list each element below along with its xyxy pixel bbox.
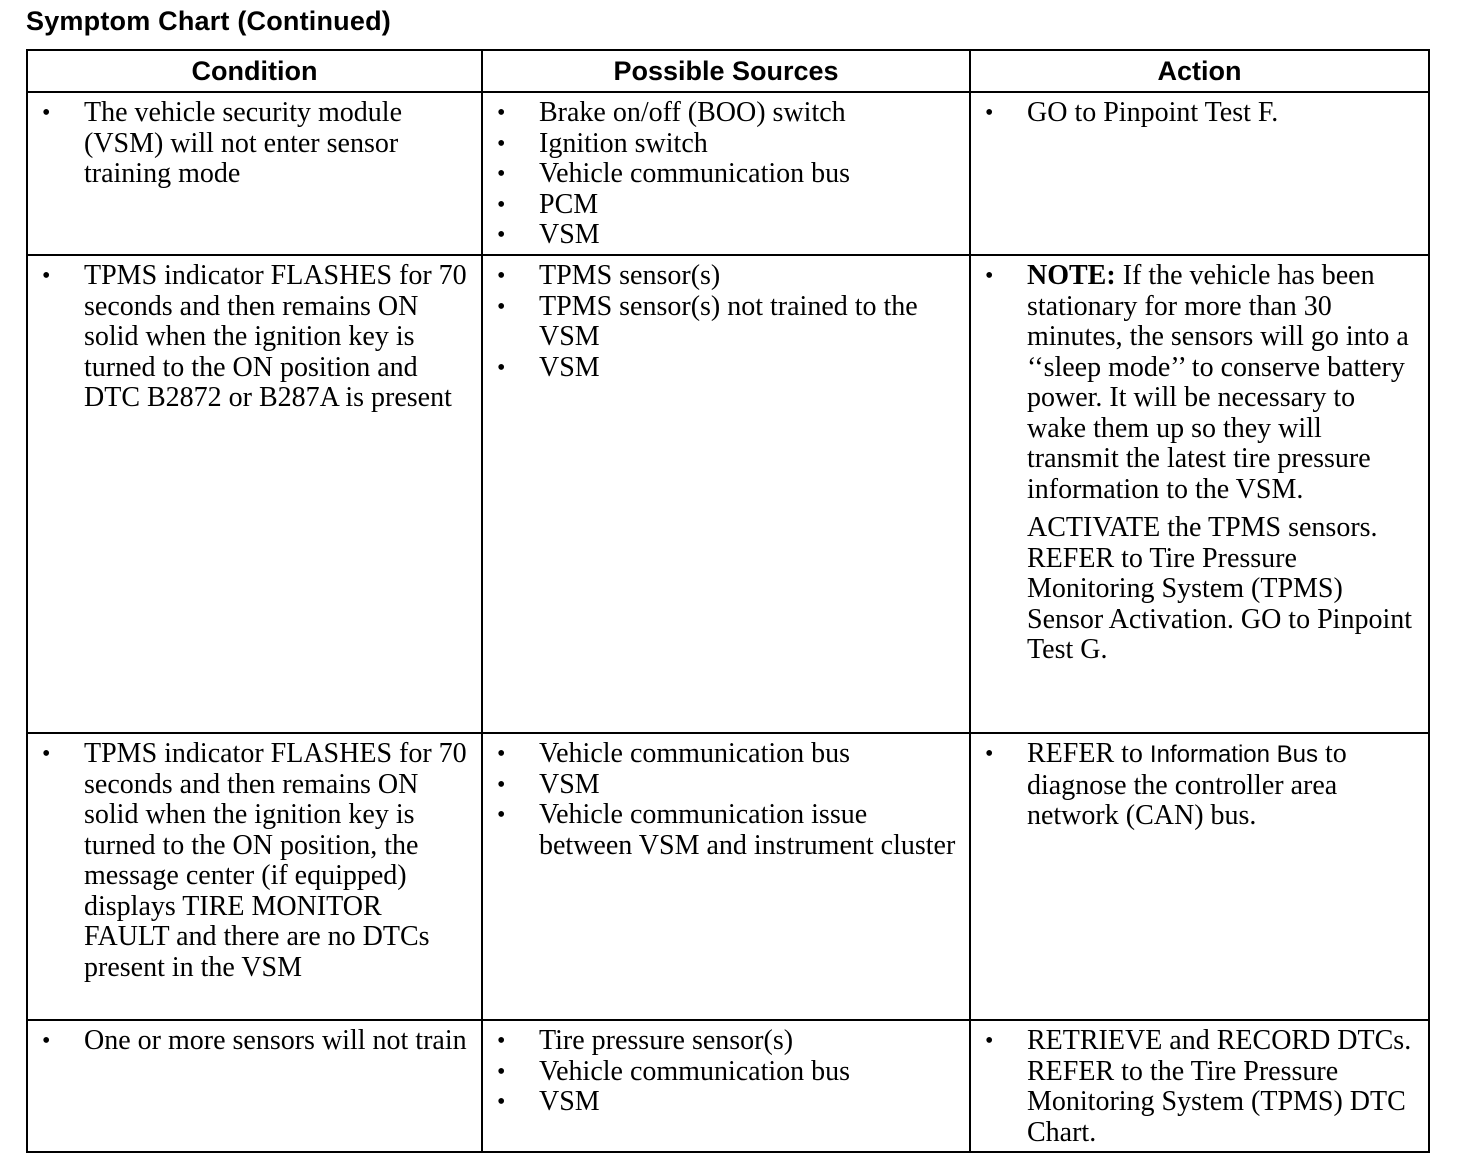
bullet-icon: • <box>497 222 506 248</box>
bullet-icon: • <box>497 354 506 381</box>
list-item: • GO to Pinpoint Test F. <box>985 97 1279 128</box>
list-item: • RETRIEVE and RECORD DTCs. REFER to the Tire Pressure Monitoring System (TPMS) DTC Chart. <box>985 1025 1412 1148</box>
table-row <box>27 255 1429 733</box>
header-action: Action <box>970 50 1429 92</box>
list-item: • VSM <box>497 768 600 800</box>
list-item: • REFER to Information Bus to diagnose the controller area network (CAN) bus. <box>985 738 1347 831</box>
list-item: • Vehicle communication bus <box>497 1055 851 1087</box>
condition-cell <box>27 1020 482 1152</box>
symptom-chart-table <box>26 49 1430 1153</box>
sources-cell <box>482 733 970 1020</box>
list-item: • VSM <box>497 1086 600 1117</box>
sources-cell <box>482 1020 970 1152</box>
condition-cell <box>27 92 482 255</box>
list-item: • TPMS indicator FLASHES for 70 seconds and then remains ON solid when the ignition key is turned to the ON position, the message center (if equipped) displays TIRE MONITOR FAULT and there are no DTCs present in the VSM <box>42 738 467 983</box>
bullet-icon: • <box>497 741 506 767</box>
information-bus-link[interactable]: Information Bus <box>1149 741 1319 768</box>
table-row <box>27 92 1429 255</box>
condition-cell <box>27 733 482 1020</box>
bullet-icon: • <box>985 263 994 289</box>
action-cell <box>970 92 1429 255</box>
bullet-icon: • <box>985 100 994 126</box>
list-item: • PCM <box>497 188 599 220</box>
action-paragraph: ACTIVATE the TPMS sensors. REFER to Tire Pressure Monitoring System (TPMS) Sensor Activation. GO to Pinpoint Test G. <box>1027 512 1412 665</box>
list-item: • Ignition switch <box>497 127 708 159</box>
bullet-icon: • <box>497 1089 506 1115</box>
bullet-icon: • <box>497 130 506 157</box>
note-paragraph: NOTE: If the vehicle has been stationary for more than 30 minutes, the sensors will go into a ‘‘sleep mode’’ to conserve battery power. It will be necessary to wake them up so they will transmit the latest tire pressure information to the VSM. <box>1027 260 1409 505</box>
bullet-icon: • <box>497 100 506 126</box>
list-item: • One or more sensors will not train <box>42 1025 467 1056</box>
list-item: • Tire pressure sensor(s) <box>497 1025 794 1056</box>
bullet-icon: • <box>42 741 51 767</box>
note-label: NOTE: <box>1027 260 1116 291</box>
list-item: • The vehicle security module (VSM) will not enter sensor training mode <box>42 97 402 189</box>
table-header-row <box>27 50 1429 92</box>
bullet-icon: • <box>42 1028 51 1054</box>
header-possible-sources: Possible Sources <box>482 50 970 92</box>
action-cell <box>970 733 1429 1020</box>
action-cell <box>970 1020 1429 1152</box>
table-row <box>27 1020 1429 1152</box>
list-item: • Vehicle communication bus <box>497 738 851 769</box>
bullet-icon: • <box>497 1028 506 1054</box>
sources-cell <box>482 92 970 255</box>
list-item: • TPMS sensor(s) not trained to the VSM <box>497 290 918 352</box>
table-row <box>27 733 1429 1020</box>
action-cell <box>970 255 1429 733</box>
bullet-icon: • <box>497 191 506 218</box>
bullet-icon: • <box>985 741 994 767</box>
bullet-icon: • <box>985 1028 994 1054</box>
bullet-icon: • <box>42 263 51 289</box>
page-title: Symptom Chart (Continued) <box>26 6 391 36</box>
list-item <box>971 261 1420 666</box>
bullet-icon: • <box>497 1058 506 1085</box>
list-item: • Vehicle communication issue between VSM and instrument cluster <box>497 799 956 861</box>
list-item: • TPMS indicator FLASHES for 70 seconds and then remains ON solid when the ignition key is turned to the ON position and DTC B2872 or B287A is present <box>42 260 467 413</box>
list-item: • Brake on/off (BOO) switch <box>497 97 846 128</box>
list-item: • TPMS sensor(s) <box>497 260 721 291</box>
list-item: • VSM <box>497 351 600 383</box>
bullet-icon: • <box>42 100 51 126</box>
header-condition: Condition <box>27 50 482 92</box>
bullet-icon: • <box>497 771 506 798</box>
bullet-icon: • <box>497 161 506 187</box>
list-item: • Vehicle communication bus <box>497 158 851 189</box>
sources-cell <box>482 255 970 733</box>
bullet-icon: • <box>497 263 506 289</box>
condition-cell <box>27 255 482 733</box>
bullet-icon: • <box>497 293 506 320</box>
list-item: • VSM <box>497 219 600 250</box>
bullet-icon: • <box>497 802 506 828</box>
